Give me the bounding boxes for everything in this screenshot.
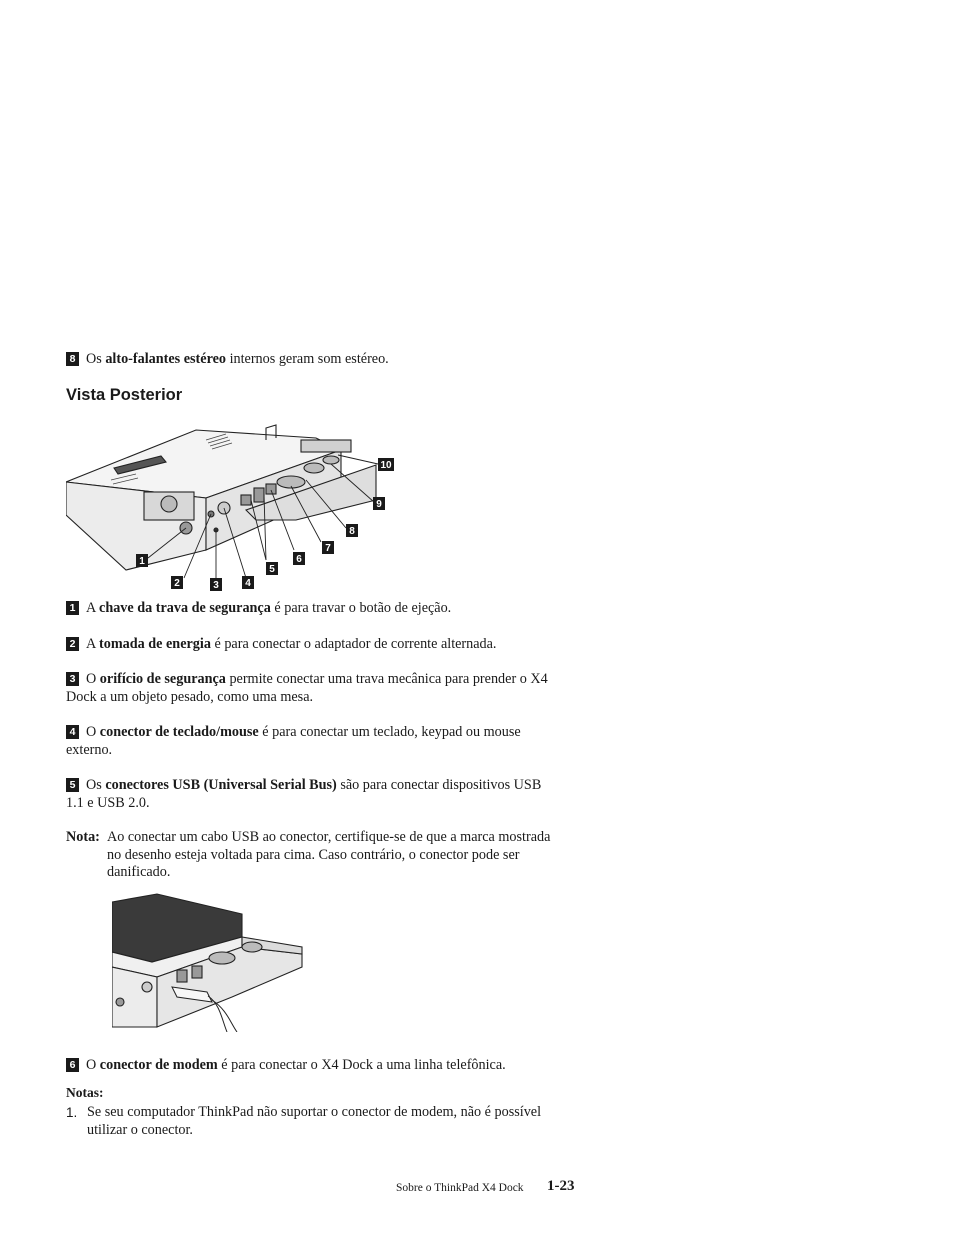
rear-view-diagram [66,420,406,595]
notes-title: Notas: [66,1085,104,1100]
callout-9 [373,497,385,510]
callout-4 [242,576,254,589]
item-6-description: 6 O conector de modem é para conectar o X4 Dock a uma linha telefônica. [66,1057,566,1075]
callout-badge: 6 [66,1058,79,1072]
svg-text:1: 1 [139,556,145,567]
note-text: Ao conectar um cabo USB ao conector, certifique-se de que a marca mostrada no desenho esteja voltada para cima. Caso contrário, o conector pode ser danificado. [107,829,551,880]
footer-title: Sobre o ThinkPad X4 Dock [396,1182,524,1194]
svg-text:3: 3 [213,580,219,591]
list-number: 1. [66,1105,78,1120]
item-5-description: 5 Os conectores USB (Universal Serial Bus) são para conectar dispositivos USB 1.1 e USB 2.0. [66,777,542,811]
callout-2 [171,576,183,589]
callout-6 [293,552,305,565]
item-8-description: 8 Os alto-falantes estéreo internos geram som estéreo. [66,351,566,369]
callout-7 [322,541,334,554]
callout-3 [210,578,222,591]
note-label: Nota: [66,829,100,845]
svg-text:6: 6 [296,554,302,565]
callout-badge: 2 [66,637,79,651]
usb-connection-illustration [112,892,312,1032]
svg-text:7: 7 [325,543,331,554]
callout-badge: 5 [66,778,79,792]
callout-1 [136,554,148,567]
callout-badge: 4 [66,725,79,739]
item-2-description: 2 A tomada de energia é para conectar o adaptador de corrente alternada. [66,636,566,654]
svg-text:10: 10 [380,460,392,471]
list-text: Se seu computador ThinkPad não suportar o conector de modem, não é possível utilizar o conector. [87,1104,542,1138]
section-heading: Vista Posterior [66,386,183,404]
callout-10 [378,458,394,471]
svg-text:9: 9 [376,499,382,510]
page-number: 1-23 [547,1178,575,1194]
callout-5 [266,562,278,575]
item-1-description: 1 A chave da trava de segurança é para travar o botão de ejeção. [66,600,566,618]
svg-text:2: 2 [174,578,180,589]
callout-badge: 3 [66,672,79,686]
svg-text:4: 4 [245,578,251,589]
callout-badge: 8 [66,352,79,366]
svg-text:5: 5 [269,564,275,575]
callout-8 [346,524,358,537]
callout-badge: 1 [66,601,79,615]
svg-text:8: 8 [349,526,355,537]
item-4-description: 4 O conector de teclado/mouse é para conectar um teclado, keypad ou mouse externo. [66,724,521,758]
item-3-description: 3 O orifício de segurança permite conectar uma trava mecânica para prender o X4 Dock a um objeto pesado, como uma mesa. [66,671,548,705]
